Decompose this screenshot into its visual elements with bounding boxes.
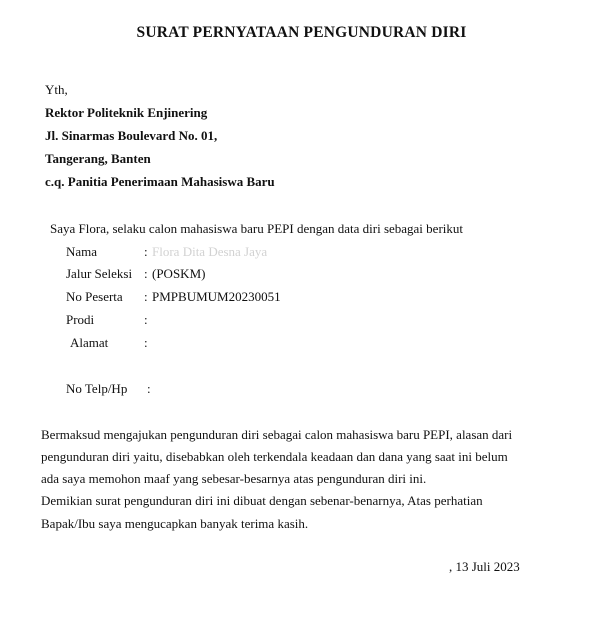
letter-date: , 13 Juli 2023 — [449, 559, 520, 574]
field-value-no-peserta: PMPBUMUM20230051 — [152, 289, 281, 304]
field-value-nama: Flora Dita Desna Jaya — [152, 244, 268, 259]
body-line: Demikian surat pengunduran diri ini dibuat dengan sebenar-benarnya, Atas perhatian — [41, 493, 483, 508]
addressee-line: c.q. Panitia Penerimaan Mahasiswa Baru — [45, 174, 275, 189]
field-separator: : — [144, 289, 148, 304]
letter-title: SURAT PERNYATAAN PENGUNDURAN DIRI — [136, 24, 467, 41]
field-label-no-peserta: No Peserta — [66, 289, 123, 304]
body-line: Bapak/Ibu saya mengucapkan banyak terima kasih. — [41, 516, 309, 531]
field-separator: : — [144, 335, 148, 350]
salutation: Yth, — [45, 82, 68, 97]
field-label-alamat: Alamat — [70, 335, 109, 350]
body-line: pengunduran diri yaitu, disebabkan oleh terkendala keadaan dan dana yang saat ini belum — [41, 449, 508, 464]
field-label-no-telp: No Telp/Hp — [66, 381, 128, 396]
addressee-line: Jl. Sinarmas Boulevard No. 01, — [45, 128, 218, 143]
field-separator: : — [147, 381, 151, 396]
body-line: ada saya memohon maaf yang sebesar-besarnya atas pengunduran diri ini. — [41, 471, 427, 486]
field-label-jalur-seleksi: Jalur Seleksi — [66, 266, 133, 281]
body-line: Bermaksud mengajukan pengunduran diri sebagai calon mahasiswa baru PEPI, alasan dari — [41, 427, 513, 442]
addressee-line: Rektor Politeknik Enjinering — [45, 105, 208, 120]
field-value-jalur-seleksi: (POSKM) — [152, 266, 206, 281]
field-separator: : — [144, 244, 148, 259]
field-separator: : — [144, 266, 148, 281]
field-separator: : — [144, 312, 148, 327]
field-label-prodi: Prodi — [66, 312, 95, 327]
field-label-nama: Nama — [66, 244, 98, 259]
addressee-line: Tangerang, Banten — [45, 151, 151, 166]
intro-text: Saya Flora, selaku calon mahasiswa baru PEPI dengan data diri sebagai berikut — [50, 221, 463, 236]
